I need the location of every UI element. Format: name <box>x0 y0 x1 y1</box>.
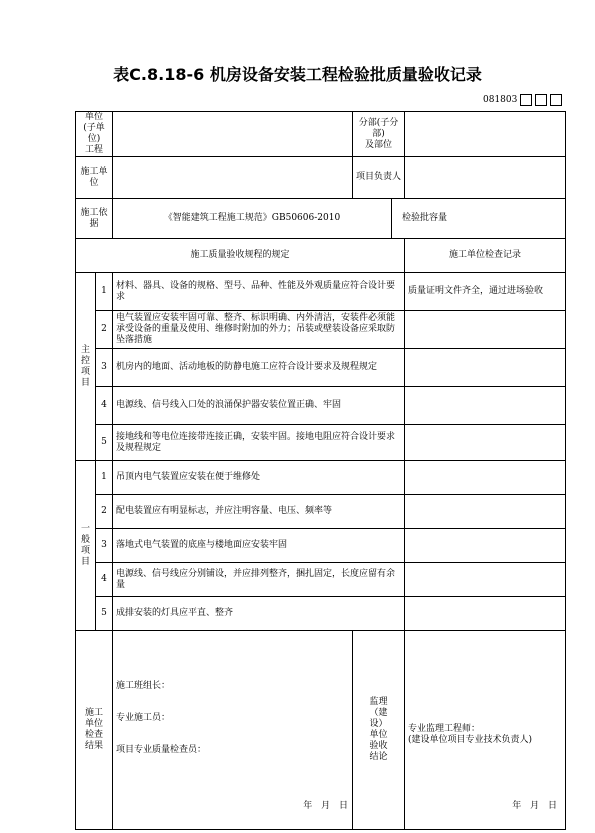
general-group-label <box>76 461 96 631</box>
unit-label: 单位(子单位) 工程 <box>76 112 113 157</box>
manager-value[interactable] <box>405 157 566 199</box>
supervisor-engineer-label: 专业监理工程师： <box>408 724 481 734</box>
table-row <box>76 425 566 461</box>
item-number: 3 <box>96 529 113 563</box>
item-record[interactable] <box>405 461 566 495</box>
record-column-header: 施工单位检查记录 <box>405 239 566 273</box>
table-row <box>76 563 566 597</box>
code-box-2[interactable] <box>535 94 547 106</box>
item-record[interactable] <box>405 529 566 563</box>
item-record[interactable] <box>405 495 566 529</box>
contractor-date: 年 月 日 <box>303 801 348 811</box>
item-record[interactable]: 质量证明文件齐全，通过进场验收 <box>405 273 566 311</box>
code-box-3[interactable] <box>550 94 562 106</box>
item-number: 1 <box>96 461 113 495</box>
item-text: 材料、器具、设备的规格、型号、品种、性能及外观质量应符合设计要求 <box>113 273 405 311</box>
item-text: 电气装置应安装牢固可靠、整齐、标识明确、内外清洁，安装件必须能承受设备的重量及使用、维修时附加的外力；吊装或壁装设备应采取防坠落措施 <box>113 311 405 349</box>
main-group-label-text: 主控项目 <box>80 344 90 388</box>
item-number: 5 <box>96 597 113 631</box>
item-record[interactable] <box>405 311 566 349</box>
item-text: 配电装置应有明显标志，并应注明容量、电压、频率等 <box>113 495 405 529</box>
batch-label-text: 检验批容量 <box>402 213 448 223</box>
basis-value[interactable]: 《智能建筑工程施工规范》GB50606-2010 <box>113 199 392 239</box>
item-record[interactable] <box>405 425 566 461</box>
unit-value[interactable] <box>113 112 353 157</box>
contractor-label: 施工单位 <box>76 157 113 199</box>
spec-column-header: 施工质量验收规程的规定 <box>76 239 405 273</box>
batch-label <box>392 199 566 239</box>
inspection-form-table <box>75 111 566 830</box>
row-contractor <box>76 157 566 199</box>
item-record[interactable] <box>405 387 566 425</box>
table-row <box>76 273 566 311</box>
owner-tech-lead-label: (建设单位项目专业技术负责人) <box>408 735 533 745</box>
row-signatures <box>76 631 566 830</box>
row-basis <box>76 199 566 239</box>
item-text: 接地线和等电位连接带连接正确，安装牢固。接地电阻应符合设计要求及规程规定 <box>113 425 405 461</box>
general-group-label-text: 一般项目 <box>80 523 90 567</box>
quality-inspector-label: 项目专业质量检查员： <box>116 745 207 755</box>
table-row <box>76 311 566 349</box>
main-group-label <box>76 273 96 461</box>
item-number: 4 <box>96 563 113 597</box>
table-row <box>76 387 566 425</box>
item-record[interactable] <box>405 563 566 597</box>
code-box-1[interactable] <box>520 94 532 106</box>
basis-label: 施工依据 <box>76 199 113 239</box>
form-title: 表C.8.18-6 机房设备安装工程检验批质量验收记录 <box>113 65 482 84</box>
contractor-result-label <box>76 631 113 830</box>
team-leader-label: 施工班组长： <box>116 681 171 691</box>
contractor-result-label-text: 施工单位检查结果 <box>84 708 103 751</box>
item-text: 机房内的地面、活动地板的防静电施工应符合设计要求及规程规定 <box>113 349 405 387</box>
table-row <box>76 461 566 495</box>
form-code: 081803 <box>483 95 518 105</box>
item-number: 3 <box>96 349 113 387</box>
item-number: 4 <box>96 387 113 425</box>
item-text: 落地式电气装置的底座与楼地面应安装牢固 <box>113 529 405 563</box>
batch-value[interactable] <box>447 213 487 223</box>
construction-worker-label: 专业施工员： <box>116 713 171 723</box>
item-number: 5 <box>96 425 113 461</box>
supervisor-conclusion-label-text: 监理（建设）单位验收结论 <box>369 697 388 762</box>
table-row <box>76 349 566 387</box>
item-text: 吊顶内电气装置应安装在便于维修处 <box>113 461 405 495</box>
supervisor-signature-area[interactable] <box>405 631 566 830</box>
table-row <box>76 529 566 563</box>
item-text: 电源线、信号线入口处的浪涌保护器安装位置正确、牢固 <box>113 387 405 425</box>
subsection-label: 分部(子分部) 及部位 <box>353 112 405 157</box>
supervisor-conclusion-label <box>353 631 405 830</box>
contractor-value[interactable] <box>113 157 353 199</box>
supervisor-date: 年 月 日 <box>512 801 557 811</box>
manager-label: 项目负责人 <box>353 157 405 199</box>
item-number: 1 <box>96 273 113 311</box>
contractor-signature-area[interactable] <box>113 631 353 830</box>
item-record[interactable] <box>405 349 566 387</box>
row-unit <box>76 112 566 157</box>
table-row <box>76 495 566 529</box>
item-text: 电源线、信号线应分别铺设，并应排列整齐，捆扎固定，长度应留有余量 <box>113 563 405 597</box>
item-number: 2 <box>96 495 113 529</box>
item-record[interactable] <box>405 597 566 631</box>
item-text: 成排安装的灯具应平直、整齐 <box>113 597 405 631</box>
subsection-value[interactable] <box>405 112 566 157</box>
table-row <box>76 597 566 631</box>
row-column-headers <box>76 239 566 273</box>
item-number: 2 <box>96 311 113 349</box>
